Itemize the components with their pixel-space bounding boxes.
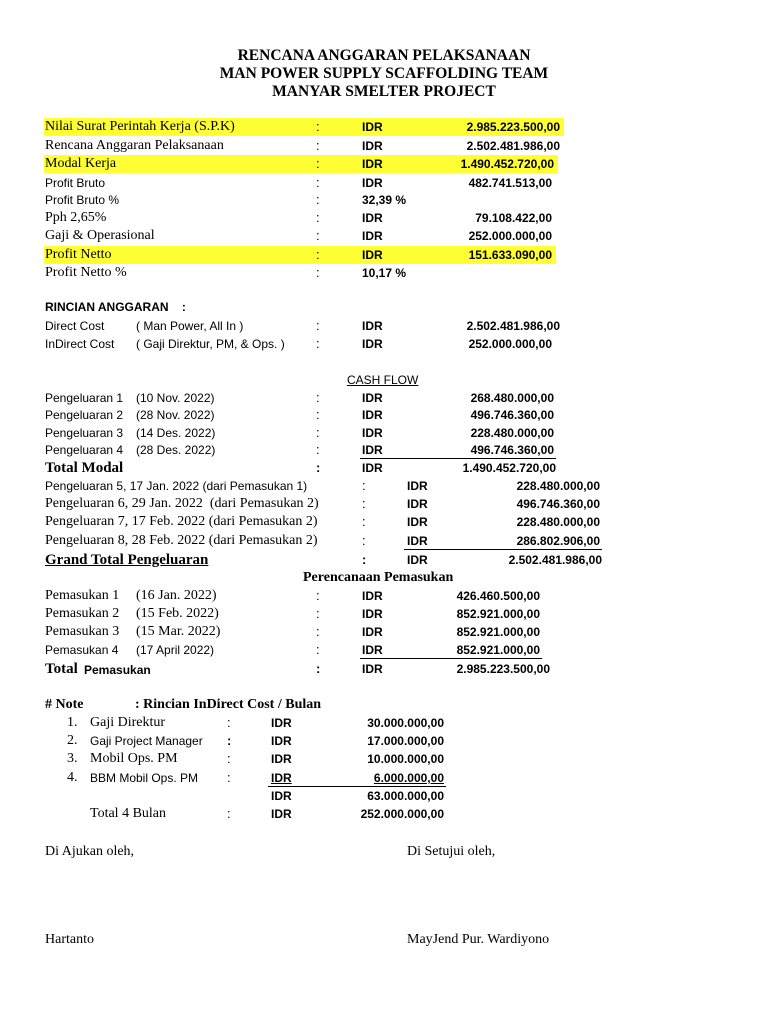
colon: :: [316, 336, 320, 351]
summary-row-gaji: [0, 227, 768, 245]
outflow-label: Pengeluaran 7, 17 Feb. 2022 (dari Pemasukan 2): [45, 514, 318, 529]
colon: :: [316, 265, 320, 280]
summary-row-profit-bruto-pct: [0, 191, 768, 209]
note-heading-title: : Rincian InDirect Cost / Bulan: [135, 697, 322, 712]
currency: IDR: [362, 643, 383, 657]
colon: :: [362, 478, 366, 493]
summary-percent: 32,39 %: [362, 193, 407, 207]
rincian-label: Direct Cost: [45, 319, 105, 333]
note-total-label: Total 4 Bulan: [90, 806, 167, 821]
income-date: (15 Mar. 2022): [136, 624, 221, 639]
income-date: (17 April 2022): [136, 643, 215, 657]
summary-label: Gaji & Operasional: [45, 228, 155, 243]
currency: IDR: [362, 211, 383, 225]
note-subtotal: [0, 787, 768, 805]
colon: :: [316, 138, 320, 153]
outflow-value: 228.480.000,00: [470, 426, 554, 440]
currency: IDR: [407, 497, 428, 511]
rincian-label: InDirect Cost: [45, 337, 115, 351]
rincian-value: 2.502.481.986,00: [466, 319, 560, 333]
outflow-row: [0, 477, 768, 495]
outflow-label: Pengeluaran 3: [45, 426, 124, 440]
section-heading: Perencanaan Pemasukan: [303, 570, 454, 585]
note-item: [0, 750, 768, 768]
currency: IDR: [362, 176, 383, 190]
colon: :: [316, 318, 320, 333]
outflow-label: Pengeluaran 6, 29 Jan. 2022 (dari Pemasukan 2): [45, 496, 319, 511]
income-heading: [0, 569, 768, 587]
colon: :: [316, 624, 320, 639]
grand-total-row: [0, 551, 768, 569]
summary-value: 482.741.513,00: [468, 176, 552, 190]
summary-value: 252.000.000,00: [468, 229, 552, 243]
currency: IDR: [362, 625, 383, 639]
outflow-row: [0, 495, 768, 513]
currency: IDR: [362, 461, 383, 475]
note-item: [0, 732, 768, 750]
currency: IDR: [362, 319, 383, 333]
outflow-date: (28 Des. 2022): [136, 443, 216, 457]
outflow-row: [0, 389, 768, 407]
outflow-value: 228.480.000,00: [516, 479, 600, 493]
rincian-desc: ( Gaji Direktur, PM, & Ops. ): [136, 337, 285, 351]
total-modal-row: [0, 459, 768, 477]
currency: IDR: [271, 752, 292, 766]
income-row: [0, 623, 768, 641]
summary-label: Nilai Surat Perintah Kerja (S.P.K): [45, 119, 235, 134]
summary-value: 1.490.452.720,00: [460, 157, 554, 171]
summary-row-spk: [0, 118, 768, 136]
note-total-value: 252.000.000,00: [360, 807, 444, 821]
income-value: 852.921.000,00: [456, 643, 540, 657]
income-value: 852.921.000,00: [456, 625, 540, 639]
income-value: 426.460.500,00: [456, 589, 540, 603]
title-line-2: MAN POWER SUPPLY SCAFFOLDING TEAM: [219, 65, 549, 82]
colon: :: [316, 606, 320, 621]
title-line-3: MANYAR SMELTER PROJECT: [272, 83, 496, 100]
colon: :: [362, 496, 366, 511]
rincian-value: 252.000.000,00: [468, 337, 552, 351]
signature-captions: [0, 843, 768, 861]
income-total-label: Total: [45, 661, 78, 677]
colon: :: [227, 806, 231, 821]
summary-label: Profit Bruto %: [45, 193, 120, 207]
note-item-label: Gaji Direktur: [90, 715, 166, 730]
outflow-value: 268.480.000,00: [470, 391, 554, 405]
rincian-row-direct: [0, 317, 768, 335]
note-item-value: 30.000.000,00: [367, 716, 444, 730]
currency: IDR: [271, 789, 292, 803]
colon: :: [316, 156, 320, 171]
summary-label: Profit Netto %: [45, 265, 127, 280]
outflow-label: Pengeluaran 4: [45, 443, 124, 457]
note-item-label: Mobil Ops. PM: [90, 751, 178, 766]
outflow-value: 496.746.360,00: [470, 443, 554, 457]
currency: IDR: [362, 662, 383, 676]
total-modal-label: Total Modal: [45, 460, 124, 476]
outflow-value: 496.746.360,00: [470, 408, 554, 422]
colon: :: [316, 192, 320, 207]
summary-label: Rencana Anggaran Pelaksanaan: [45, 138, 224, 153]
note-item-label: Gaji Project Manager: [90, 734, 203, 748]
currency: IDR: [362, 589, 383, 603]
currency: IDR: [271, 716, 292, 730]
outflow-value: 228.480.000,00: [516, 515, 600, 529]
income-label: Pemasukan 2: [45, 606, 120, 621]
currency: IDR: [362, 426, 383, 440]
rincian-heading: [0, 298, 768, 316]
colon: :: [316, 442, 320, 457]
grand-total-label: Grand Total Pengeluaran: [45, 552, 209, 568]
summary-label: Modal Kerja: [45, 156, 117, 171]
note-item: [0, 714, 768, 732]
summary-row-modal-kerja: [0, 155, 768, 173]
income-total-value: 2.985.223.500,00: [456, 662, 550, 676]
note-item-value: 10.000.000,00: [367, 752, 444, 766]
summary-row-pph: [0, 209, 768, 227]
outflow-date: (28 Nov. 2022): [136, 408, 215, 422]
title-line-1: RENCANA ANGGARAN PELAKSANAAN: [237, 47, 531, 64]
colon: :: [227, 715, 231, 730]
income-date: (15 Feb. 2022): [136, 606, 219, 621]
section-heading: CASH FLOW: [347, 373, 419, 387]
note-item-number: 3.: [67, 751, 78, 766]
income-row: [0, 605, 768, 623]
colon: :: [316, 588, 320, 603]
summary-row-profit-netto: [0, 246, 768, 264]
note-item-value: 6.000.000,00: [373, 771, 444, 785]
currency: IDR: [362, 408, 383, 422]
summary-value: 151.633.090,00: [468, 248, 552, 262]
currency: IDR: [362, 120, 383, 134]
sum-underline: [360, 658, 542, 659]
approver-name: MayJend Pur. Wardiyono: [407, 932, 550, 947]
approved-by-caption: Di Setujui oleh,: [407, 844, 496, 859]
outflow-date: (10 Nov. 2022): [136, 391, 215, 405]
currency: IDR: [362, 607, 383, 621]
outflow-value: 496.746.360,00: [516, 497, 600, 511]
outflow-row: [0, 406, 768, 424]
sum-underline: [404, 549, 602, 550]
total-modal-value: 1.490.452.720,00: [462, 461, 556, 475]
summary-value: 2.985.223.500,00: [466, 120, 560, 134]
income-label: Pemasukan 1: [45, 588, 120, 603]
colon: :: [316, 210, 320, 225]
colon: :: [227, 751, 231, 766]
currency: IDR: [271, 771, 292, 785]
cashflow-heading: [0, 371, 768, 389]
colon: :: [362, 514, 366, 529]
colon: :: [362, 552, 367, 567]
currency: IDR: [362, 157, 383, 171]
summary-label: Pph 2,65%: [45, 210, 107, 225]
outflow-value: 286.802.906,00: [516, 534, 600, 548]
note-heading-label: # Note: [45, 697, 84, 712]
note-heading: [0, 696, 768, 714]
colon: :: [362, 533, 366, 548]
outflow-row: [0, 424, 768, 442]
colon: :: [316, 390, 320, 405]
colon: :: [316, 119, 320, 134]
outflow-date: (14 Des. 2022): [136, 426, 216, 440]
currency: IDR: [362, 337, 383, 351]
colon: :: [316, 661, 321, 676]
colon: :: [316, 407, 320, 422]
colon: :: [316, 247, 320, 262]
currency: IDR: [362, 139, 383, 153]
colon: :: [316, 228, 320, 243]
note-item-number: 2.: [67, 733, 78, 748]
note-total: [0, 805, 768, 823]
note-item-number: 4.: [67, 770, 78, 785]
summary-row-rap: [0, 137, 768, 155]
proposed-by-caption: Di Ajukan oleh,: [45, 844, 135, 859]
outflow-label: Pengeluaran 1: [45, 391, 124, 405]
currency: IDR: [362, 229, 383, 243]
outflow-label: Pengeluaran 5, 17 Jan. 2022 (dari Pemasukan 1): [45, 479, 308, 493]
outflow-row: [0, 441, 768, 459]
proposer-name: Hartanto: [45, 932, 94, 947]
note-item-value: 17.000.000,00: [367, 734, 444, 748]
outflow-row: [0, 513, 768, 531]
note-item: [0, 769, 768, 787]
outflow-row: [0, 532, 768, 550]
note-subtotal-value: 63.000.000,00: [367, 789, 444, 803]
summary-label: Profit Bruto: [45, 176, 106, 190]
currency: IDR: [407, 515, 428, 529]
income-row: [0, 587, 768, 605]
summary-row-profit-netto-pct: [0, 264, 768, 282]
income-total-label: Pemasukan: [84, 663, 151, 677]
colon: :: [316, 175, 320, 190]
colon: :: [316, 460, 321, 475]
income-label: Pemasukan 3: [45, 624, 120, 639]
signature-names: [0, 931, 768, 949]
currency: IDR: [407, 479, 428, 493]
currency: IDR: [271, 807, 292, 821]
colon: :: [316, 425, 320, 440]
summary-value: 79.108.422,00: [475, 211, 552, 225]
colon: :: [227, 733, 232, 748]
summary-value: 2.502.481.986,00: [466, 139, 560, 153]
summary-row-profit-bruto: [0, 174, 768, 192]
currency: IDR: [407, 553, 428, 567]
currency: IDR: [362, 443, 383, 457]
outflow-label: Pengeluaran 2: [45, 408, 124, 422]
income-value: 852.921.000,00: [456, 607, 540, 621]
rincian-desc: ( Man Power, All In ): [136, 319, 244, 333]
note-item-label: BBM Mobil Ops. PM: [90, 771, 199, 785]
income-date: (16 Jan. 2022): [136, 588, 217, 603]
income-total-row: [0, 660, 768, 678]
summary-percent: 10,17 %: [362, 266, 407, 280]
currency: IDR: [271, 734, 292, 748]
note-item-number: 1.: [67, 715, 78, 730]
currency: IDR: [362, 391, 383, 405]
currency: IDR: [407, 534, 428, 548]
section-heading: RINCIAN ANGGARAN :: [45, 300, 186, 314]
income-label: Pemasukan 4: [45, 643, 119, 657]
colon: :: [227, 770, 231, 785]
grand-total-value: 2.502.481.986,00: [508, 553, 602, 567]
colon: :: [316, 642, 320, 657]
summary-label: Profit Netto: [45, 247, 112, 262]
income-row: [0, 641, 768, 659]
currency: IDR: [362, 248, 383, 262]
outflow-label: Pengeluaran 8, 28 Feb. 2022 (dari Pemasukan 2): [45, 533, 318, 548]
rincian-row-indirect: [0, 335, 768, 353]
